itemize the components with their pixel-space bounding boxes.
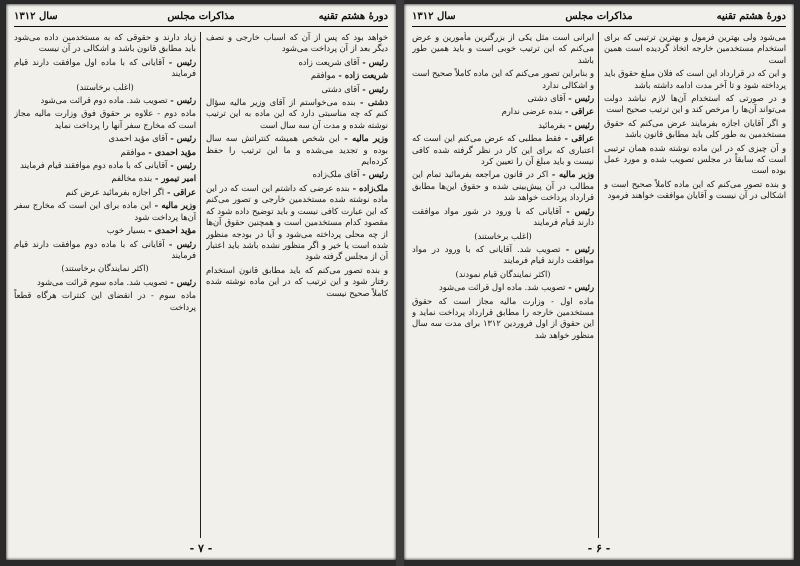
speaker-paragraph: [14, 173, 196, 184]
paragraph-text: ماده سوم - در انقضای این کنترات هرگاه قطعاً پرداخت: [14, 290, 196, 312]
speaker-paragraph: [412, 282, 594, 293]
page-number: - ۶ -: [587, 542, 611, 555]
paragraph-text: (اکثر نمایندگان برخاستند): [61, 263, 149, 274]
text-paragraph: [206, 265, 388, 299]
text-paragraph: [14, 290, 196, 313]
speaker-paragraph: [14, 239, 196, 262]
paragraph-text: (اغلب برخاستند): [76, 81, 134, 92]
paragraph-text: آقایانی که با ماده اول موافقت دارند قیام فرمایند: [14, 56, 196, 79]
speaker-paragraph: [14, 200, 196, 223]
text-columns: [412, 32, 786, 538]
speaker-name: رئیس -: [359, 83, 388, 94]
page-header: [412, 10, 786, 27]
text-paragraph: [14, 82, 196, 93]
text-paragraph: [412, 32, 594, 66]
text-column-2: [14, 32, 196, 538]
text-paragraph: [206, 32, 388, 55]
speaker-name: رئیس -: [359, 169, 388, 180]
speaker-name: رئیس -: [565, 93, 594, 104]
paragraph-text: این ماده برای این است که مخارج سفر آن‌ها پرداخت شود: [14, 200, 196, 222]
speaker-name: رئیس -: [359, 56, 388, 67]
text-paragraph: و این که در قرارداد این است که فلان مبلغ حقوق باید پرداخته شود و تا آخر مدت ادامه داشته باشد: [604, 68, 786, 90]
paragraph-text: ماده اول - وزارت مالیه مجاز است که حقوق مستخدمین خارجه را مطابق قرارداد پرداخت نماید و این حقوق از اول فروردین ۱۳۱۲ برای مدت سه سال منظور خواهد شد: [412, 295, 594, 340]
text-paragraph: و اگر آقایان اجازه بفرمایند عرض می‌کنم که حقوق مستخدمین به طور کلی باید مطابق قانون باشد: [604, 117, 786, 140]
speaker-paragraph: [14, 57, 196, 80]
speaker-paragraph: [206, 169, 388, 180]
speaker-name: رئیس -: [167, 276, 196, 287]
speaker-name: رئیس -: [167, 133, 196, 144]
speaker-paragraph: [14, 225, 196, 236]
speaker-name: عراقی -: [164, 186, 196, 197]
paragraph-text: آقای ملک‌زاده: [312, 169, 360, 180]
paragraph-text: و بنده تصور می‌کنم که باید مطابق قانون استخدام رفتار شود و این ترتیب که در این ماده نوشته شده کاملاً صحیح نیست: [206, 264, 388, 298]
speaker-name: ملک‌زاده -: [349, 182, 388, 193]
page-header: [14, 10, 388, 27]
paragraph-text: اکر در قانون مراجعه بفرمائید تمام این مطالب در آن پیش‌بینی شده و حقوق این‌ها مطابق قرارداد پرداخت خواهد شد: [412, 169, 594, 203]
paragraph-text: تصویب شد. ماده دوم قرائت می‌شود: [40, 95, 168, 106]
text-paragraph: و آن چیزی که در این ماده نوشته شده همان ترتیبی است که سابقاً در مجلس تصویب شده و مورد عمل بوده است: [604, 142, 786, 176]
speaker-paragraph: [206, 57, 388, 68]
paragraph-text: اگر اجازه بفرمائید عرض کنم: [65, 186, 165, 197]
paragraph-text: تصویب شد. ماده اول قرائت می‌شود: [439, 282, 566, 293]
paragraph-text: بنده مخالفم: [111, 173, 153, 184]
right-page: [404, 4, 794, 560]
text-paragraph: می‌شود ولی بهترین فرمول و بهترین ترتیبی که برای استخدام مستخدمین خارجه اتخاذ گردیده است همین است: [604, 32, 786, 65]
paragraph-text: آقای مؤید احمدی: [108, 133, 168, 144]
speaker-paragraph: [412, 106, 594, 117]
speaker-name: رئیس -: [565, 282, 594, 293]
text-column-1: [604, 32, 786, 538]
paragraph-text: (اغلب برخاستند): [474, 230, 532, 241]
speaker-name: وزیر مالیه -: [151, 200, 196, 211]
speaker-name: دشتی -: [355, 97, 388, 108]
speaker-paragraph: [14, 277, 196, 288]
volume-label: دورهٔ هشتم تقنیه: [716, 11, 786, 22]
speaker-name: امیر تیمور -: [152, 173, 196, 184]
paragraph-text: خواهد بود که پس از آن که اسباب خارجی و نصف دیگر بعد از آن پرداخت می‌شود: [206, 32, 388, 54]
speaker-name: عراقی -: [562, 106, 594, 117]
speaker-name: شریعت زاده -: [335, 70, 388, 81]
text-paragraph: [14, 263, 196, 274]
speaker-paragraph: [206, 97, 388, 131]
book-gutter: [396, 0, 404, 566]
volume-label: دورهٔ هشتم تقنیه: [318, 11, 388, 22]
speaker-paragraph: [14, 187, 196, 198]
speaker-paragraph: [14, 95, 196, 106]
paragraph-text: (اکثر نمایندگان قیام نمودند): [455, 268, 551, 279]
speaker-name: رئیس -: [167, 95, 196, 106]
paragraph-text: آقایانی که با ماده دوم موافقت دارند قیام فرمایند: [14, 238, 196, 260]
speaker-name: رئیس -: [164, 56, 196, 67]
text-paragraph: [412, 269, 594, 280]
text-paragraph: و در صورتی که استخدام آن‌ها لازم نباشد دولت می‌تواند آن‌ها را مرخص کند و این ترتیب صحیح است: [604, 93, 786, 115]
text-paragraph: [412, 296, 594, 342]
left-page: [6, 4, 396, 560]
journal-title: مذاکرات مجلس: [565, 11, 633, 22]
speaker-paragraph: [412, 244, 594, 267]
paragraph-text: آقای دشتی: [527, 93, 566, 104]
page-number: - ۷ -: [189, 542, 213, 555]
speaker-paragraph: [206, 133, 388, 167]
text-paragraph: [14, 108, 196, 131]
text-paragraph: [412, 231, 594, 242]
speaker-paragraph: [206, 84, 388, 95]
speaker-name: مؤید احمدی -: [145, 225, 196, 236]
paragraph-text: این شخص همیشه کنتراتش سه سال بوده و تجدید می‌شده و ما این ترتیب را حفظ کرده‌ایم: [206, 133, 388, 167]
paragraph-text: موافقم: [310, 70, 336, 81]
paragraph-text: موافقم: [120, 146, 146, 157]
speaker-name: رئیس -: [560, 243, 594, 254]
speaker-name: رئیس -: [561, 205, 594, 216]
paragraph-text: و بنابراین تصور می‌کنم که این ماده کاملاً صحیح است و اشکالی ندارد: [412, 68, 594, 90]
speaker-name: رئیس -: [164, 238, 196, 249]
speaker-name: رئیس -: [167, 160, 196, 171]
speaker-paragraph: [206, 70, 388, 81]
paragraph-text: تصویب شد. آقایانی که با ورود در مواد موافقت دارند قیام فرمایند: [412, 243, 594, 266]
year-label: سال ۱۳۱۲: [412, 11, 456, 22]
text-paragraph: [14, 32, 196, 55]
text-column-2: [412, 32, 594, 538]
paragraph-text: بنده عرضی که داشتم این است که در این ماده نوشته شده مستخدمین خارجی و تصور می‌کنم که این عبارت کافی نیست و باید توضیح داده شود که مقصود کدام مستخدمین است و همچنین حقوق آن‌ها از چه محلی پرداخته می‌شود و آیا در بودجه منظور شده است یا خیر و اگر منظور نشده باشد باید اعتبار آن از مجلس گرفته شود: [206, 182, 388, 262]
paragraph-text: آقایانی که با ورود در شور مواد موافقت دارند قیام فرمایند: [412, 205, 594, 228]
paragraph-text: بفرمائید: [538, 119, 566, 130]
speaker-name: رئیس -: [565, 119, 594, 130]
speaker-paragraph: [412, 206, 594, 229]
paragraph-text: آقای دشتی: [321, 83, 360, 94]
speaker-name: وزیر مالیه -: [548, 169, 594, 180]
text-columns: [14, 32, 388, 538]
speaker-paragraph: [14, 133, 196, 144]
speaker-paragraph: [14, 160, 196, 171]
text-column-1: [206, 32, 388, 538]
paragraph-text: تصویب شد. ماده سوم قرائت می‌شود: [37, 276, 168, 287]
speaker-paragraph: [412, 93, 594, 104]
column-divider: [200, 32, 201, 538]
text-paragraph: [412, 68, 594, 91]
speaker-paragraph: [14, 147, 196, 158]
year-label: سال ۱۳۱۲: [14, 11, 58, 22]
column-divider: [598, 32, 599, 538]
speaker-paragraph: [412, 120, 594, 131]
paragraph-text: ایرانی است مثل یکی از بزرگترین مأمورین و عرض می‌کنم که این ترتیب خوبی است و باید همین طور باشد: [412, 32, 594, 65]
paragraph-text: بسیار خوب: [106, 225, 146, 236]
paragraph-text: آقای شریعت زاده: [298, 56, 360, 67]
paragraph-text: ماده دوم - علاوه بر حقوق فوق وزارت مالیه مجاز است که مخارج سفر آنها را پرداخت نماید: [14, 108, 196, 130]
text-paragraph: و بنده تصور می‌کنم که این ماده کاملاً صحیح است و اشکالی در آن نیست و آقایان موافقت خواهند فرمود: [604, 178, 786, 201]
paragraph-text: آقایانی که با ماده دوم موافقند قیام فرمایند: [20, 160, 168, 171]
speaker-name: عراقی -: [561, 133, 594, 144]
speaker-name: مؤید احمدی -: [145, 146, 196, 157]
paragraph-text: زیاد دارند و حقوقی که به مستخدمین داده می‌شود باید مطابق قانون باشد و اشکالی در آن نیست: [14, 32, 196, 54]
speaker-paragraph: [206, 183, 388, 263]
paragraph-text: فقط مطلبی که عرض می‌کنم این است که اعتباری که برای این کار در نظر گرفته شده کافی نیست و باید مبلغ آن را تعیین کرد: [412, 133, 594, 167]
paragraph-text: بنده عرضی ندارم: [501, 106, 563, 117]
journal-title: مذاکرات مجلس: [167, 11, 235, 22]
speaker-paragraph: [412, 133, 594, 167]
speaker-name: وزیر مالیه -: [339, 133, 388, 144]
speaker-paragraph: [412, 169, 594, 203]
paragraph-text: بنده می‌خواستم از آقای وزیر مالیه سؤال کنم که چه مناسبتی دارد که این ماده به این ترتیب نوشته شده و مدت آن سه سال است: [206, 97, 388, 130]
